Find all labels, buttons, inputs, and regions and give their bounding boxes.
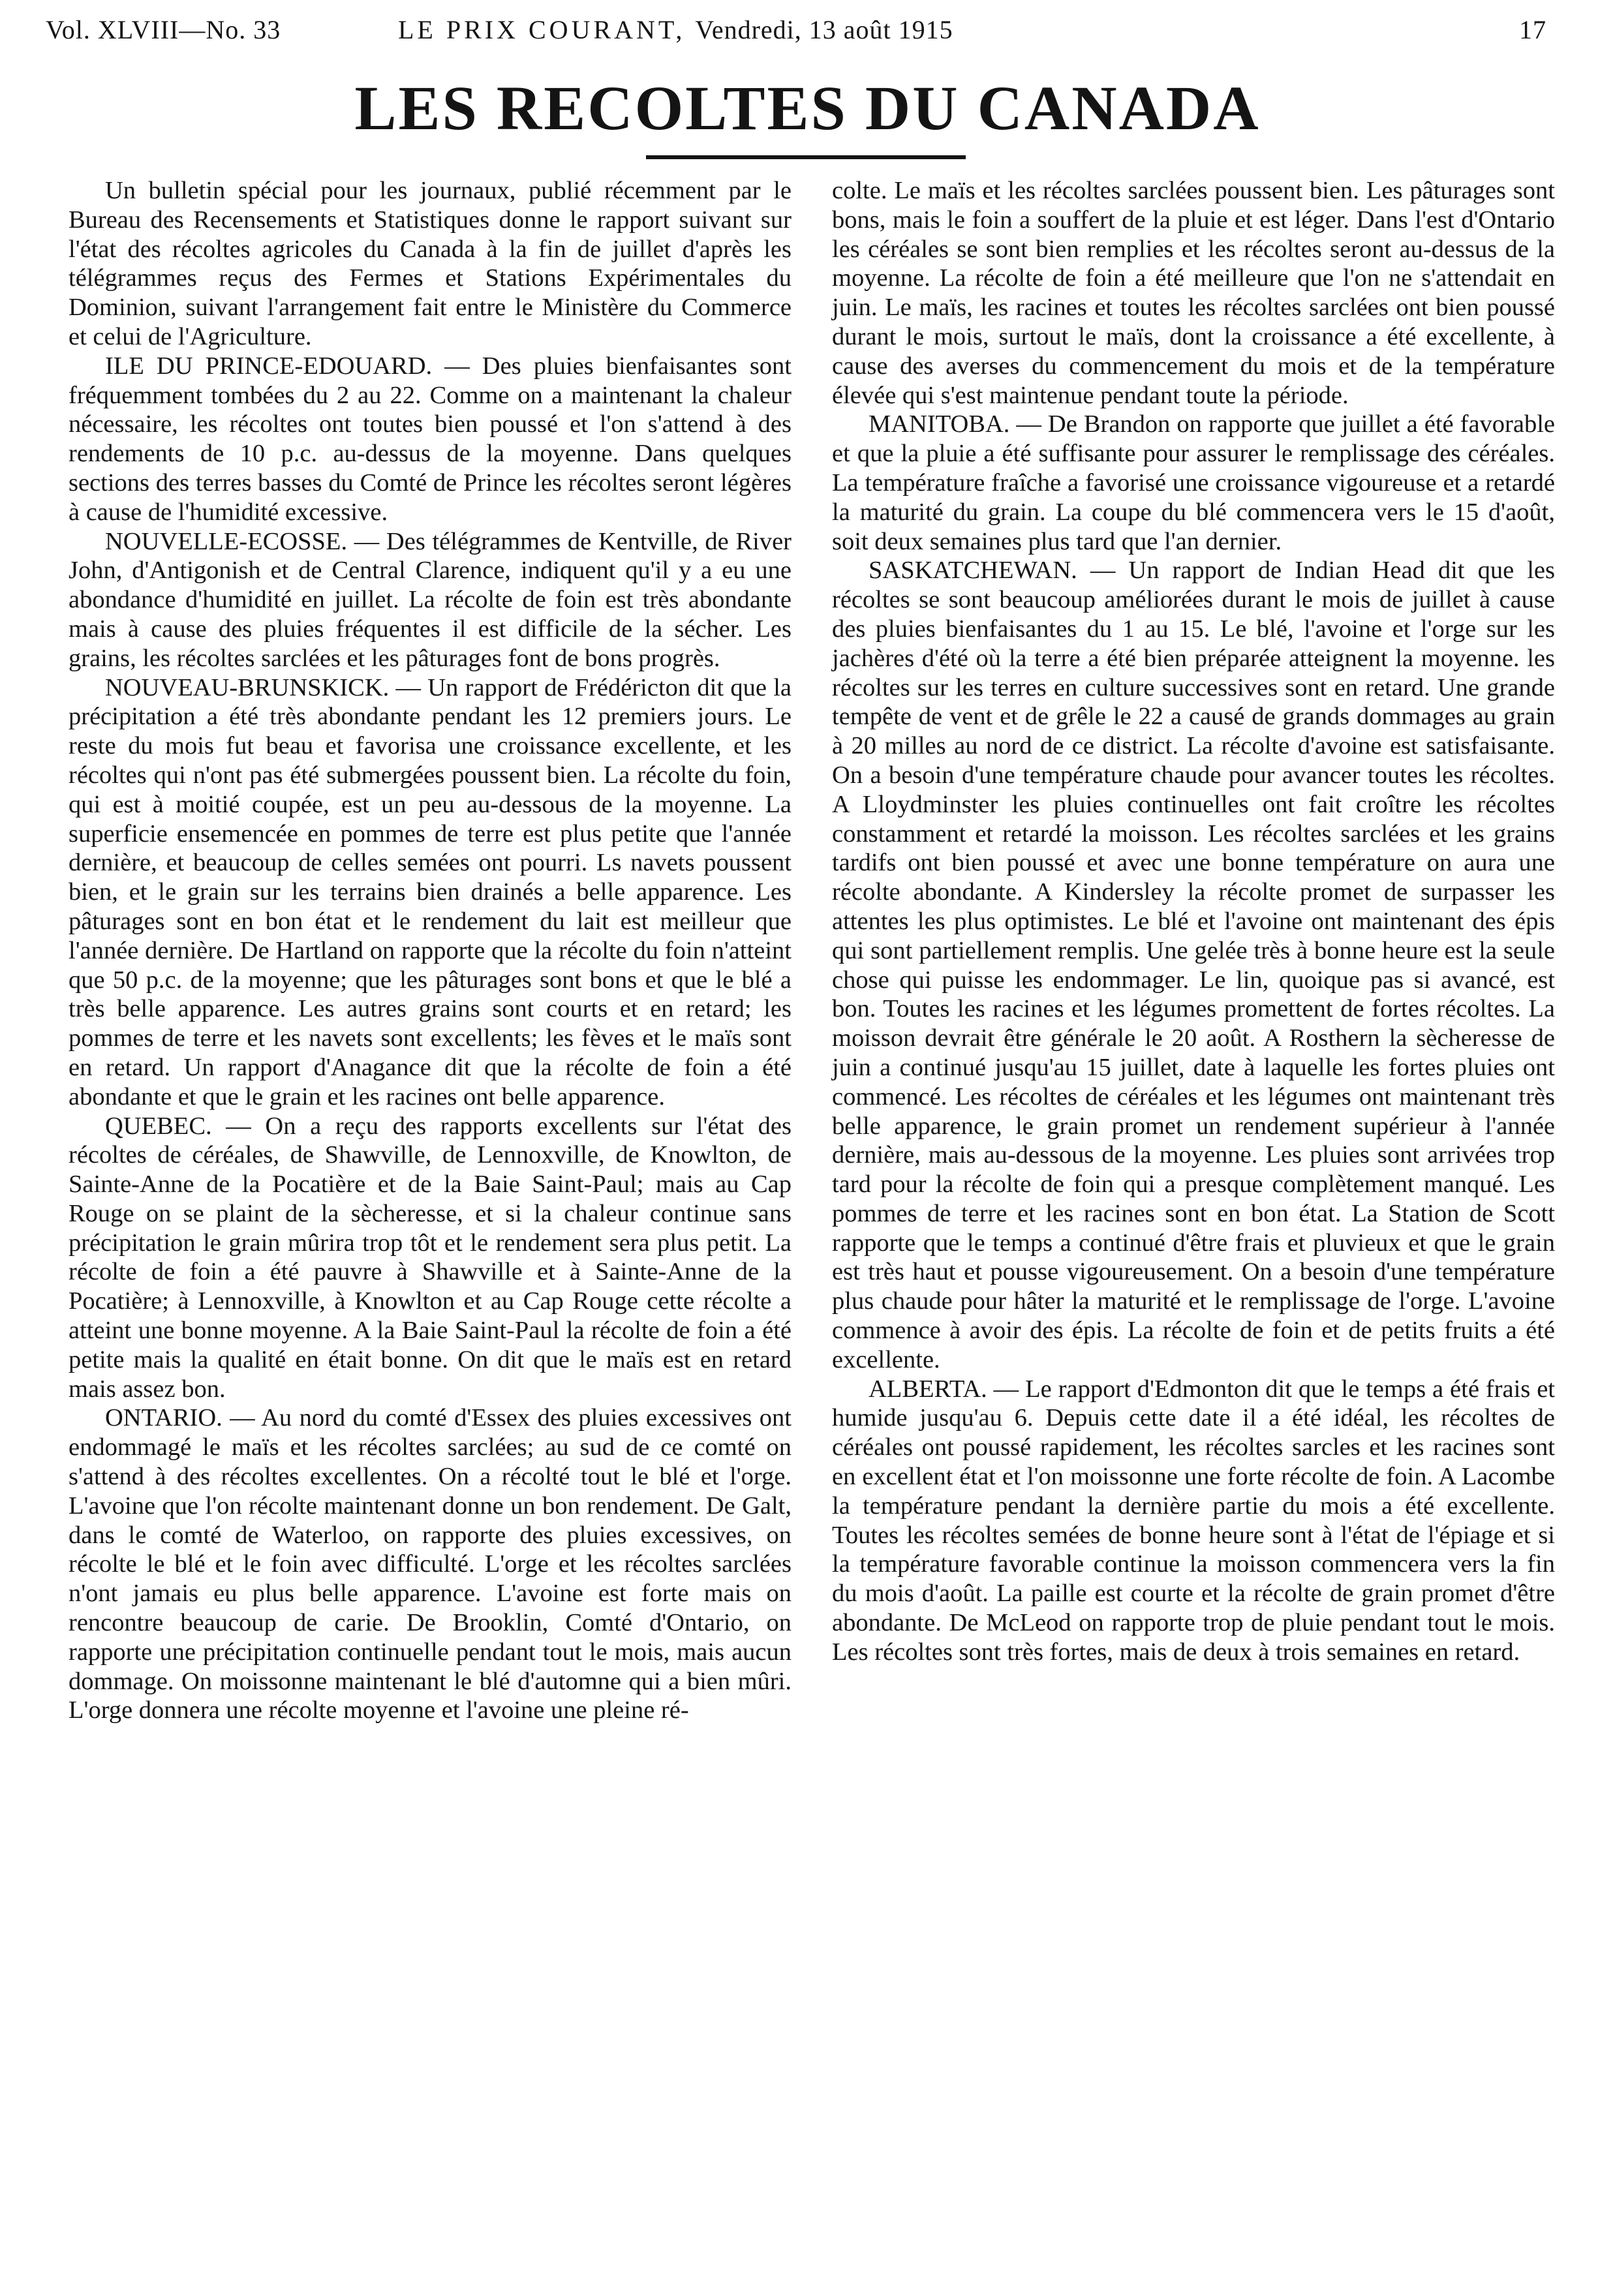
title-rule: [646, 155, 966, 159]
section-manitoba: MANITOBA. — De Brandon on rapporte que juillet a été favorable et que la pluie a été suffisante pour assurer le remplissage des céréales. La température fraîche a favorisé une croissance vigoureuse et a retardé la maturité du grain. La coupe du blé commencera vers le 15 d'août, soit deux semaines plus tard que l'an dernier.: [832, 410, 1555, 555]
section-ontario: ONTARIO. — Au nord du comté d'Essex des pluies excessives ont endommagé le maïs et les récoltes sarclées; au sud de ce comté on s'attend à des récoltes excellentes. On a récolté tout le blé et l'orge. L'avoine que l'on récolte maintenant donne un bon rendement. De Galt, dans le comté de Waterloo, on rapporte des pluies excessives, on récolte le blé et le foin avec difficulté. L'orge et les récoltes sarclées n'ont jamais eu plus belle apparence. L'avoine est forte mais on rencontre beaucoup de carie. De Brooklin, Comté d'Ontario, on rapporte une précipitation continuelle pendant tout le mois, mais aucun dommage. On moissonne maintenant le blé d'automne qui a bien mûri. L'orge donnera une récolte moyenne et l'avoine une pleine ré-: [69, 1404, 792, 1724]
section-ontario-continued: colte. Le maïs et les récoltes sarclées poussent bien. Les pâturages sont bons, mais le foin a souffert de la pluie et est léger. Dans l'est d'Ontario les céréales se sont bien remplies et les récoltes seront au-dessus de la moyenne. La récolte de foin a été meilleure que l'on ne s'attendait en juin. Le maïs, les racines et toutes les récoltes sarclées ont bien poussé durant le mois, surtout le maïs, dont la croissance a été excellente, à cause des averses du commencement du mois et de la température élevée qui s'est maintenue pendant toute la période.: [832, 177, 1555, 409]
section-nova-scotia: NOUVELLE-ECOSSE. — Des télégrammes de Kentville, de River John, d'Antigonish et de Central Clarence, indiquent qu'il y a eu une abondance d'humidité en juillet. La récolte de foin est très abondante mais à cause des pluies fréquentes il est difficile de la sécher. Les grains, les récoltes sarclées et les pâturages font de bons progrès.: [69, 527, 792, 672]
section-quebec: QUEBEC. — On a reçu des rapports excellents sur l'état des récoltes de céréales, de Shawville, de Lennoxville, de Knowlton, de Sainte-Anne de la Pocatière et de la Baie Saint-Paul; mais au Cap Rouge on se plaint de la sècheresse, et si la chaleur continue sans précipitation le grain mûrira trop tôt et le rendement sera plus petit. La récolte de foin a été pauvre à Shawville et à Sainte-Anne de la Pocatière; à Lennoxville, à Knowlton et au Cap Rouge cette récolte a atteint une bonne moyenne. A la Baie Saint-Paul la récolte de foin a été petite mais la qualité en était bonne. On dit que le maïs est en retard mais assez bon.: [69, 1112, 792, 1403]
page-number: 17: [1519, 15, 1546, 44]
section-alberta: ALBERTA. — Le rapport d'Edmonton dit que le temps a été frais et humide jusqu'au 6. Depuis cette date il a été idéal, les récoltes de céréales ont poussé rapidement, les récoltes sarcles et les racines sont en excellent état et l'on moissonne une forte récolte de foin. A Lacombe la température pendant la dernière partie du mois a été excellente. Toutes les récoltes semées de bonne heure sont à l'état de l'épiage et si la température favorable continue la moisson commencera vers la fin du mois d'août. La paille est courte et la récolte de grain promet d'être abondante. De McLeod on rapporte trop de pluie pendant tout le mois. Les récoltes sont très fortes, mais de deux à trois semaines en retard.: [832, 1375, 1555, 1666]
right-column: [832, 176, 1555, 1667]
intro-paragraph: Un bulletin spécial pour les journaux, publié récemment par le Bureau des Recensements et Statistiques donne le rapport suivant sur l'état des récoltes agricoles du Canada à la fin de juillet d'après les télégrammes reçus des Fermes et Stations Expérimentales du Dominion, suivant l'arrangement fait entre le Ministère du Commerce et celui de l'Agriculture.: [69, 177, 792, 350]
article-title: LES RECOLTES DU CANADA: [354, 73, 1261, 143]
page-header: [46, 14, 1546, 54]
publication-and-date: [398, 14, 953, 45]
section-prince-edward-island: ILE DU PRINCE-EDOUARD. — Des pluies bienfaisantes sont fréquemment tombées du 2 au 22. Comme on a maintenant la chaleur nécessaire, les récoltes ont toutes bien poussé et l'on s'attend à des rendements de 10 p.c. au-dessus de la moyenne. Dans quelques sections des terres basses du Comté de Prince les récoltes seront légères à cause de l'humidité excessive.: [69, 352, 792, 526]
issue-date: Vendredi, 13 août 1915: [695, 15, 953, 44]
publication-name: LE PRIX COURANT,: [398, 15, 686, 44]
section-new-brunswick: NOUVEAU-BRUNSKICK. — Un rapport de Frédéricton dit que la précipitation a été très abondante pendant les 12 premiers jours. Le reste du mois fut beau et favorisa une croissance excellente, et les récoltes qui n'ont pas été submergées poussent bien. La récolte du foin, qui est à moitié coupée, est un peu au-dessous de la moyenne. La superficie ensemencée en pommes de terre est plus petite que l'année dernière, et beaucoup de celles semées ont pourri. Ls navets poussent bien, et le grain sur les terrains bien drainés a belle apparence. Les pâturages sont en bon état et le rendement du lait est meilleur que l'année dernière. De Hartland on rapporte que la récolte du foin n'atteint que 50 p.c. de la moyenne; que les pâturages sont bons et que le blé a très belle apparence. Les autres grains sont courts et en retard; les pommes de terre et les navets sont excellents; les fèves et le maïs sont en retard. Un rapport d'Anagance dit que la récolte de foin a été abondante et que le grain et les racines ont belle apparence.: [69, 673, 792, 1110]
left-column: [69, 176, 792, 1725]
volume-number: Vol. XLVIII—No. 33: [46, 15, 281, 44]
section-saskatchewan: SASKATCHEWAN. — Un rapport de Indian Head dit que les récoltes se sont beaucoup améliorées durant le mois de juillet à cause des pluies bienfaisantes du 1 au 15. Le blé, l'avoine et l'orge sur les jachères d'été où la terre a été bien préparée atteignent la moyenne. les récoltes sur les terres en culture successives sont en retard. Une grande tempête de vent et de grêle le 22 a causé de grands dommages au grain à 20 milles au nord de ce district. La récolte d'avoine est satisfaisante. On a besoin d'une température chaude pour avancer toutes les récoltes. A Lloydminster les pluies continuelles ont fait croître les récoltes constamment et retardé la moisson. Les récoltes sarclées et les grains tardifs ont bien poussé et avec une bonne température on aura une récolte abondante. A Kindersley la récolte promet de surpasser les attentes les plus optimistes. Le blé et l'avoine ont maintenant des épis qui sont partiellement remplis. Une gelée très à bonne heure est la seule chose qui puisse les endommager. Le lin, quoique pas si avancé, est bon. Toutes les racines et les légumes promettent de fortes récoltes. La moisson devrait être générale le 20 août. A Rosthern la sècheresse de juin a continué jusqu'au 15 juillet, date à laquelle les fortes pluies ont commencé. Les récoltes de céréales et les légumes ont maintenant très belle apparence, le grain promet un rendement supérieur à l'année dernière, mais au-dessous de la moyenne. Les pluies sont arrivées trop tard pour la récolte de foin qui a presque complètement manqué. Les pommes de terre et les racines sont en bon état. La Station de Scott rapporte que le temps a continué d'être frais et pluvieux et que le grain est très haut et pousse vigoureusement. On a besoin d'une température plus chaude pour hâter la maturité et le remplissage de l'orge. L'avoine commence à avoir des épis. La récolte de foin et de petits fruits a été excellente.: [832, 557, 1555, 1373]
